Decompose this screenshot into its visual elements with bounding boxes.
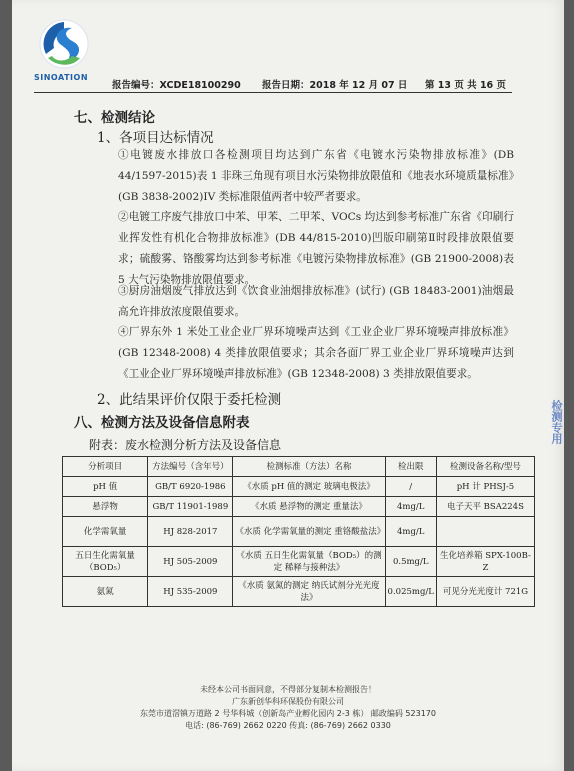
table-cell: HJ 505-2009 xyxy=(148,547,233,577)
table-row xyxy=(63,497,535,517)
footer-company: 广东新创华科环保股份有限公司 xyxy=(232,697,344,706)
table-cell: 生化培养箱 SPX-100B-Z xyxy=(436,547,534,577)
table-cell: 《水质 pH 值的测定 玻璃电极法》 xyxy=(233,477,385,497)
table-header-cell: 分析项目 xyxy=(63,457,148,477)
section-7-subtitle-2: 2、此结果评价仅限于委托检测 xyxy=(97,392,282,408)
seal-stamp: 检测专用 xyxy=(550,400,563,444)
table-row xyxy=(63,547,535,577)
table-cell: GB/T 11901-1989 xyxy=(148,497,233,517)
table-cell: 0.5mg/L xyxy=(385,547,436,577)
table-cell: 《水质 化学需氧量的测定 重铬酸盐法》 xyxy=(233,517,385,547)
table-header-cell: 方法编号（含年号） xyxy=(148,457,233,477)
method-equipment-table xyxy=(62,456,535,607)
table-cell: GB/T 6920-1986 xyxy=(148,477,233,497)
section-8-title: 八、检测方法及设备信息附表 xyxy=(74,415,250,431)
page-number: 第 13 页 共 16 页 xyxy=(425,80,506,91)
table-caption: 附表：废水检测分析方法及设备信息 xyxy=(89,438,282,452)
table-cell: 悬浮物 xyxy=(63,497,148,517)
table-cell: HJ 828-2017 xyxy=(148,517,233,547)
table-cell: pH 计 PHSJ-5 xyxy=(436,477,534,497)
table-header-cell: 检测标准（方法）名称 xyxy=(233,457,385,477)
table-cell: 电子天平 BSA224S xyxy=(436,497,534,517)
footer-address: 东莞市道滘镇万道路 2 号华科城（创新岛产业孵化园内 2-3 栋） 邮政编码 523170 xyxy=(140,709,436,718)
conclusion-item-3: ③厨房油烟废气排放达到《饮食业油烟排放标准》(试行) (GB 18483-2001)油烟最高允许排放浓度限值要求。 xyxy=(118,285,514,318)
table-header-cell: 检出限 xyxy=(385,457,436,477)
conclusion-item-1: ①电镀废水排放口各检测项目均达到广东省《电镀水污染物排放标准》(DB 44/1597-2015)表 1 非珠三角现有项目水污染物排放限值和《地表水环境质量标准》(GB 3838-2002)IV 类标准限值两者中较严者要求。 xyxy=(118,149,514,203)
table-cell: 4mg/L xyxy=(385,497,436,517)
footer-contact: 电话: (86-769) 2662 0220 传真: (86-769) 2662 0330 xyxy=(185,721,391,730)
table-cell: 0.025mg/L xyxy=(385,577,436,607)
section-7-title: 七、检测结论 xyxy=(74,110,155,126)
table-cell: 化学需氧量 xyxy=(63,517,148,547)
table-row xyxy=(63,577,535,607)
table-cell: 五日生化需氧量（BOD₅） xyxy=(63,547,148,577)
table-header-row xyxy=(63,457,535,477)
table-row xyxy=(63,517,535,547)
table-cell: 4mg/L xyxy=(385,517,436,547)
table-cell: 可见分光光度计 721G xyxy=(436,577,534,607)
section-7-subtitle-1: 1、各项目达标情况 xyxy=(97,130,214,146)
table-cell: 《水质 五日生化需氧量（BOD₅）的测定 稀释与接种法》 xyxy=(233,547,385,577)
header-divider xyxy=(34,92,512,93)
conclusion-item-4: ④厂界东外 1 米处工业企业厂界环境噪声达到《工业企业厂界环境噪声排放标准》(GB 12348-2008) 4 类排放限值要求；其余各面厂界工业企业厂界环境噪声达到《工业企业厂界环境噪声排放标准》(GB 12348-2008) 3 类排放限值要求。 xyxy=(118,326,514,380)
table-row xyxy=(63,477,535,497)
table-cell: 《水质 悬浮物的测定 重量法》 xyxy=(233,497,385,517)
table-cell: 氨氮 xyxy=(63,577,148,607)
report-page xyxy=(12,0,564,771)
table-cell: HJ 535-2009 xyxy=(148,577,233,607)
table-cell: pH 值 xyxy=(63,477,148,497)
company-logo-icon xyxy=(38,18,90,70)
table-cell xyxy=(436,517,534,547)
conclusion-item-2: ②电镀工序废气排放口中苯、甲苯、二甲苯、VOCs 均达到参考标准广东省《印刷行业挥发性有机化合物排放标准》(DB 44/815-2010)凹版印刷第Ⅱ时段排放限值要求；硫酸雾、铬酸雾均达到参考标准《电镀污染物排放标准》(GB 21900-2008)表 5 大气污染物排放限值要求。 xyxy=(118,211,514,286)
table-header-cell: 检测设备名称/型号 xyxy=(436,457,534,477)
report-number: 报告编号：XCDE18100290 xyxy=(112,80,241,91)
table-cell: / xyxy=(385,477,436,497)
report-date: 报告日期：2018 年 12 月 07 日 xyxy=(262,80,408,91)
company-name: SINOATION xyxy=(34,73,89,82)
table-cell: 《水质 氨氮的测定 纳氏试剂分光光度法》 xyxy=(233,577,385,607)
footer-copy-notice: 未经本公司书面同意，不得部分复制本检测报告！ xyxy=(200,685,376,694)
